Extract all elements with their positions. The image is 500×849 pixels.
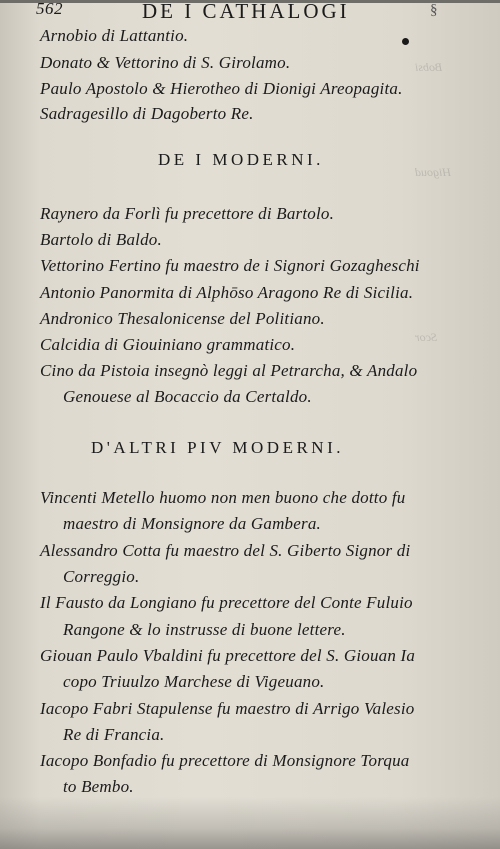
text-line: maestro di Monsignore da Gambera. xyxy=(63,514,321,533)
text-line: to Bembo. xyxy=(63,777,134,796)
text-line: Arnobio di Lattantio. xyxy=(40,26,189,45)
text-line: Rangone & lo instrusse di buone lettere. xyxy=(63,620,346,639)
text-line: copo Triuulzo Marchese di Vigeuano. xyxy=(63,672,325,691)
ornament-mark: § xyxy=(430,2,438,18)
text-line: Paulo Apostolo & Hierotheo di Dionigi Areopagita. xyxy=(40,79,403,98)
text-line: Correggio. xyxy=(63,567,140,586)
text-line: Genouese al Bocaccio da Certaldo. xyxy=(63,387,312,406)
text-line: Bartolo di Baldo. xyxy=(40,230,162,249)
text-line: Andronico Thesalonicense del Politiano. xyxy=(40,309,325,328)
page-number: 562 xyxy=(36,0,63,18)
show-through-text: Scor xyxy=(415,330,437,344)
section-heading: D'ALTRI PIV MODERNI. xyxy=(91,438,344,457)
text-line: Calcidia di Giouiniano grammatico. xyxy=(40,335,296,354)
text-line: Iacopo Bonfadio fu precettore di Monsignore Torqua xyxy=(40,751,410,770)
text-line: Iacopo Fabri Stapulense fu maestro di Arrigo Valesio xyxy=(40,699,415,718)
text-line: Sadragesillo di Dagoberto Re. xyxy=(40,104,254,123)
text-line: Vettorino Fertino fu maestro de i Signori Gozagheschi xyxy=(40,256,420,275)
section-heading: DE I MODERNI. xyxy=(158,150,324,169)
text-line: Alessandro Cotta fu maestro del S. Giberto Signor di xyxy=(40,541,411,560)
text-line: Cino da Pistoia insegnò leggi al Petrarcha, & Andalo xyxy=(40,361,418,380)
text-line: Raynero da Forlì fu precettore di Bartolo. xyxy=(40,204,335,223)
show-through-text: Bobsi xyxy=(415,60,443,74)
text-line: Giouan Paulo Vbaldini fu precettore del S. Giouan Ia xyxy=(40,646,416,665)
text-line: Antonio Panormita di Alphōso Aragono Re di Sicilia. xyxy=(40,283,414,302)
show-through-text: Higoud xyxy=(415,165,451,179)
page-bottom-shadow xyxy=(0,797,500,849)
text-line: Donato & Vettorino di S. Girolamo. xyxy=(40,53,291,72)
ink-dot xyxy=(402,38,409,45)
text-line: Re di Francia. xyxy=(63,725,165,744)
running-head: DE I CATHALOGI xyxy=(142,0,350,23)
text-line: Vincenti Metello huomo non men buono che dotto fu xyxy=(40,488,406,507)
text-line: Il Fausto da Longiano fu precettore del Conte Fuluio xyxy=(40,593,413,612)
